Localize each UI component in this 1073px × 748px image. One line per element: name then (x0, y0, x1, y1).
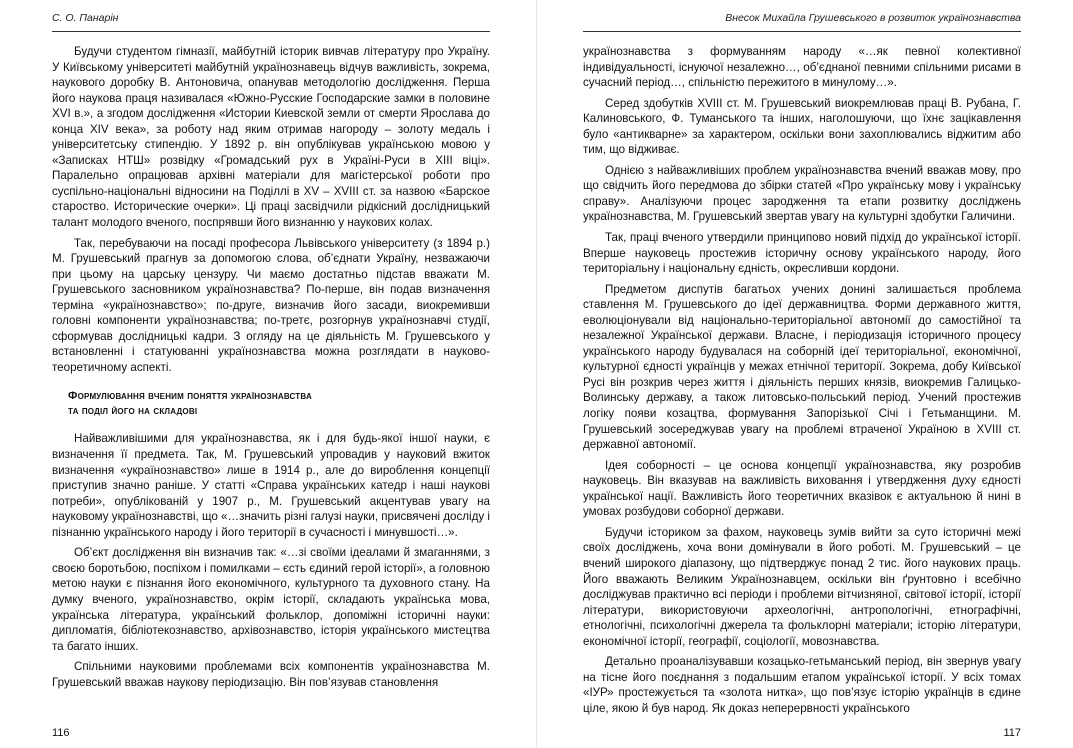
paragraph: Предметом диспутів багатьох учених донині залишається проблема ставлення М. Грушевського до ідеї державництва. Форми державного життя, еволюціонували від національно-територіальної автономії до самостійної та незалежної Української держави. Власне, і періодизація історичного процесу українського народу будувалася на соборній ідеї територіальної, економічної, культурної єдності українців у межах етнічної території. Зокрема, добу Київської Русі він розкрив через життя і діяльність перших князів, виокремив Галицько-Волинську державу, а також литовсько-польський період. Учений простежив логіку появи козацтва, формування Запорізької Січі і Гетьманщини. М. Грушевський зосереджував увагу на проблемі втраченої Україною в XVIII ст. державної автономії. (583, 282, 1021, 452)
running-head-title: Внесок Михайла Грушевського в розвиток українознавства (725, 12, 1021, 24)
header-rule (583, 31, 1021, 32)
paragraph: Серед здобутків XVIII ст. М. Грушевський виокремлював праці В. Рубана, Г. Калиновського, Ф. Туманського та інших, наголошуючи, що їхнє зацікавлення було «антикварне» за характером, оскільки вони захоплювались віджитим або тим, що відживає. (583, 96, 1021, 157)
section-heading (68, 389, 490, 419)
running-head-author: С. О. Панарін (52, 12, 119, 24)
left-page (0, 0, 536, 748)
page-number: 117 (1003, 727, 1021, 739)
paragraph: Так, праці вченого утвердили принципово новий підхід до української історії. Вперше науковець простежив історичну основу українського народу, його територіальну і національну єдність, окресливши кордони. (583, 231, 1021, 276)
paragraph: Ідея соборності – це основа концепції українознавства, яку розробив науковець. Він вказував на важливість виховання і утвердження духу єдності української нації. Важливість його теоретичних вказівок є актуальною й нині в умовах розбудови соборної держави. (583, 458, 1021, 519)
paragraph: Детально проаналізувавши козацько-гетьманський період, він звернув увагу на тісне його поєднання з подальшим етапом української історії. У всіх томах «ІУР» простежується та «золота нитка», що пов’язує історію українців в єдине ціле, якою й був народ. Як доказ неперервності українського (583, 655, 1021, 715)
left-page-body (52, 44, 490, 695)
paragraph: Так, перебуваючи на посаді професора Львівського університету (з 1894 р.) М. Грушевський прагнув за допомогою слова, об’єднати Україну, незважаючи при цьому на царську цензуру. Чи маємо достатньо підстав вважати М. Грушевського засновником українознавства? По-перше, він подав визначення терміна «українознавство»; по-друге, визначив його засади, виокремивши головні компоненти українознавства; по-третє, розгорнув українознавчі студії, сформував дослідницькі кадри. З огляду на це діяльність М. Грушевського у встановленні і статуюванні українознавства можна розглядати в науково-теоретичному аспекті. (52, 236, 490, 374)
paragraph: Спільними науковими проблемами всіх компонентів українознавства М. Грушевський вважав наукову періодизацію. Він пов’язував становлення (52, 660, 490, 689)
paragraph-continued: українознавства з формуванням народу «…як певної колективної індивідуальності, існуючої незалежно…, об’єднаної певними спільними рисами в сучасний період…, спільністю пережитого в минулому…». (583, 45, 1021, 90)
section-heading-line: Формулювання вченим поняття українознавства (68, 390, 312, 403)
page-number: 116 (52, 727, 70, 739)
paragraph: Найважливішими для українознавства, як і для будь-якої іншої науки, є визначення її предмета. Так, М. Грушевський упровадив у науковий вжиток визначення «українознавство» лише в 1914 р., але до вироблення концепції приступив значно раніше. У статті «Справа українських катедр і наші наукові потреби», опублікованій у 1907 р., М. Грушевський акцентував увагу на науковому українознавстві, що «…значить різні галузі науки, присвячені досліду і пізнанню українського народу і його території в сучасності і минувшості…». (52, 432, 490, 539)
paragraph: Об’єкт дослідження він визначив так: «…зі своїми ідеалами й змаганнями, з своєю боротьбою, поспіхом і помилками – єсть єдиний герой історії», а головною метою науки є пізнання його економічного, культурного та духовного стану. На думку вченого, українознавство, окрім історії, складають українська мова, українська література, український фольклор, допоміжні історичні науки: дипломатія, бібліотекознавство, архівознавство, історія українського мистецтва та багато інших. (52, 546, 490, 653)
right-page (537, 0, 1073, 748)
header-rule (52, 31, 490, 32)
paragraph: Будучи студентом гімназії, майбутній історик вивчав літературу про Україну. У Київському університеті майбутній українознавець відчув важливість, зокрема, наукового доробку В. Антоновича, опанував методологію дослідження. Перша його наукова праця називалася «Южно-Русские Господарские замки в половине XVI в.», а згодом дослідження «Истории Киевской земли от смерти Ярослава до конца XIV века», за роботу над яким отримав нагороду – золоту медаль і університетську стипендію. У 1892 р. він опублікував українською мовою у «Записках НТШ» розвідку «Громадський рух в Україні-Руси в XIII віці». Паралельно опрацював архівні матеріали для магістерської роботи про суспільно-національні відносини на Поділлі в XV – XVIII ст. за назвою «Барское староство. Исторические очерки». Ці праці засвідчили рідкісний дослідницький талант молодого вченого, поспрявши його визнанню у наукових колах. (52, 45, 490, 230)
right-page-body (583, 44, 1021, 721)
paragraph: Однією з найважливіших проблем українознавства вчений вважав мову, про що свідчить його передмова до збірки статей «Про українську мову і українську справу». Аналізуючи процес зародження та етапи розвитку досліджень українознавства, М. Грушевський звертав увагу на культурні здобутки Галичини. (583, 163, 1021, 224)
section-heading-line: та поділ його на складові (68, 405, 198, 418)
paragraph: Будучи істориком за фахом, науковець зумів вийти за суто історичні межі своїх досліджень, хоча вони домінували в його роботі. М. Грушевський – це вчений широкого діапазону, що підтверджує понад 2 тис. його наукових праць. Його вважають Великим Українознавцем, оскільки він ґрунтовно і всебічно досліджував практично всі періоди і проблеми вітчизняної, світової історії, історії літератури, використовуючи археологічні, антропологічні, етнографічні, етнологічні, психологічні джерела та фольклорні матеріали; історію літератури, економічної історії, географії, соціології, мовознавства. (583, 525, 1021, 648)
